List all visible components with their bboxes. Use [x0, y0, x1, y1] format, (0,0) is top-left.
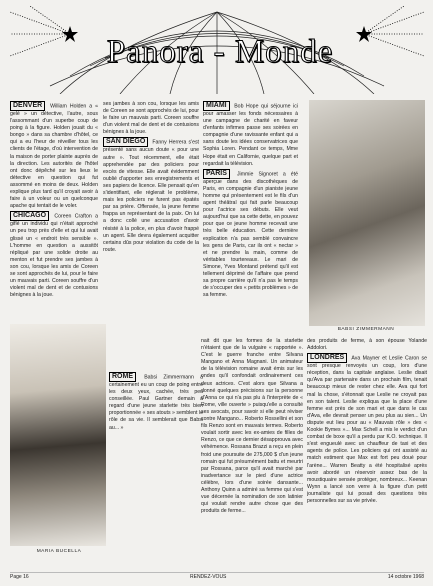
- city-tag-miami: MIAMI: [203, 101, 230, 111]
- article-text: Babsi Zimmermann a certainement eu un coup de poing entre les deux yeux, cachée, très peu conseillée. Paul Gartner demain a regard d'une jeune starlette très bien proportionnée « ses atouts » semblent le rôle de sa vie. Il semblerait que Babsi au... »: [109, 374, 203, 431]
- city-tag-chicago: CHICAGO: [10, 211, 49, 221]
- article-continuation: ses jambes à son cou, lorsque les amis de Coreen se sont approchés de lui, pour le faire un mauvais parti. Coreen souffre d'un violent mal de dent et de contusions bénignes à la joue.: [103, 101, 199, 136]
- article-column-rome: [109, 372, 203, 548]
- page-footer: [10, 572, 424, 580]
- article-text: Bob Hope qui séjourne ici pour amasser les fonds nécessaires à une campagne de charité en faveur d'enfants infirmes passe ses soirées en compagnie d'une ravissante enfant qui a sans doute les idées conservatrices que Sophia Loren. Pendant ce temps, Mme Hope était en Californie, quelque part et regardait la télévision.: [203, 103, 298, 167]
- article-column-2: [103, 101, 199, 306]
- article-column-6: [307, 338, 427, 538]
- article-text: Fanny Herrera s'est présenté sans aucun doute « pour une autre ». Tout récemment, elle était apprehendée par des policiers pour excès de vitesse. Elle avait évidemment oublié d'apporter ses enregistrements et ses papiers de licence. Elle pensait qu'en s'identifiant, elle réglerait le problème, mais les policiers ne furent pas épatés par sa prière. Offensée, la jeune femme frappa un représentant de la paix. On lui a donc collé une accusation d'avoir résisté à la police, en plus d'avoir frappé un agent. Elle devra également acquitter certains dûs pour violation du code de la route.: [103, 139, 199, 253]
- caption-babsi: BABSI ZIMMERMANN: [337, 327, 395, 332]
- photo-babsi-zimmermann: [309, 100, 425, 326]
- city-tag-denver: DENVER: [10, 101, 45, 111]
- city-tag-londres: LONDRES: [307, 353, 347, 363]
- city-tag-paris: PARIS: [203, 169, 230, 179]
- article-chicago: [10, 211, 98, 299]
- article-text: Ava Mayner et Leslie Caron se sont presque renvoyés un coup, lors d'une réception, dans la capitale anglaise. Leslie disait qu'Ava par partenaire dans un prochain film, tenait beaucoup mieux de rester chez elle. Ava qui fort mal la chose, s'étonnait que Leslie ne croyait pas en son talent. Leslie expliqua que la place d'une femme est près de son mari et que dans le cas d'Ava, elle devrait penser un peu plus au sien... Un dispute eut lieu pour au « Mauvais rôle » des « Kookie Bymes »... Max Schell a mis le verdict d'un combat de boxe qu'il a perdu par K.O. technique. Il s'est engueulé avec un chauffeur de taxi et des agents de police. Les policiers qui ont assisté au match estiment que Max est fort peu doué pour l'arène... Warren Beatty a été hospitalisé après avoir abordé un réservoir assez bas de la moustiquaire sensée protéger, nombreux... Keenan Wynn a lancé son verre à la figure d'un petit journaliste qui lui posait des questions très personnelles sur sa vie privée.: [307, 355, 427, 504]
- article-paris: [203, 169, 298, 297]
- page-number: Page 16: [10, 574, 29, 580]
- article-san-diego: [103, 137, 199, 253]
- article-rome: [109, 372, 203, 432]
- magazine-name: RENDEZ-VOUS: [190, 574, 227, 580]
- article-text: Jimmie Signoret a été aperçue dans des discothèques de Paris, en compagnie d'un pianiste jeune homme qui présentement est le fils d'un agent théâtral qui fait parle beaucoup pour l'actrice ses débuts. Elle veut aujourd'hui que sa cette dette, en pouvez pour que ce jeune homme recevait une très belle éducation. Cette dernière explication n'a pas semblé convaincre les gens de Paris, car ils ont « nectar » et ne prendre la main, comme de véritables tourtereaux. Le mari de Simone, Yves Montand prétend qu'il est tellement déprimé de l'affaire que prend sa propre carrière qu'il n'a pas le temps de s'occuper des « petits problèmes » de sa femme.: [203, 171, 298, 297]
- page-title: Panora - Monde: [106, 34, 334, 70]
- article-continuation: des produits de ferme, à son épouse Yolande Addolori.: [307, 338, 427, 352]
- city-tag-rome: ROME: [109, 372, 136, 382]
- photo-maria-bucella: [10, 324, 106, 546]
- header-banner: [10, 6, 424, 94]
- article-text: William Holden a « gelé » un détective, l'autre, sous l'assommant d'un superbe coup de poing à la figure. Holden jouait du « bongo » dans sa chambre d'hôtel, ce qui a eu l'heur de réveiller tous les clients de l'étage, d'où intervention de la maison de porter plainte auprès de la direction. Les autorités de l'hôtel ont donc dépêché sur les lieux le détective en question qui fut assommé en moins de deux. Holden explique plus tard qu'il croyait avoir à faire à un voleur ou un quelconque apache qui tentait de le voler.: [10, 103, 98, 210]
- caption-maria: MARIA BUCELLA: [36, 549, 82, 554]
- article-text: Coreen Crafton a giflé un individu qui n'était approché un peu trop près d'elle et qui lui avait glissé un « endroit très sensible ». L'homme en question a aussitôt répliqué par une solide droite au menton et fut prendre ses jambes à son cou, lorsque les amis de Coreen se sont approchés de lui, pour le faire un mauvais parti. Coreen souffre d'un violent mal de dent et de contusions bénignes à la joue.: [10, 213, 98, 299]
- issue-date: 14 octobre 1968: [387, 574, 424, 580]
- article-column-4: [201, 338, 303, 538]
- article-denver: [10, 101, 98, 210]
- city-tag-san-diego: SAN DIEGO: [103, 137, 148, 147]
- article-continuation: nait dit que les formes de la starlette n'étaient que de la vulgaire « rapportée ». C'est le guerre franche entre Silvana Mangano et Anna Magnani. Un animateur de la télévision romaine avait émis sur les ondes qu'il confondait ordinairement ces deux actrices. C'est alors que Silvana a donné quelques précisions sur la personne d'Anna ce qui n'a pas plu à l'interprète de « Rome, ville ouverte » puisqu'elle a consulté ses avocats, pour savoir si elle peut réviser contre Mangano... Roberto Rossellini et son fils Renzo sont en mauvais termes. Roberto voulait sortir avec les ex-amies de filles de Renzo, ce que ce dernier désapprouva avec véhémence. Rossana Brazzi a reçu en plein froid une poursuite de 275,000 $ d'un jeune romain qui fut présumément battu et meurtri par Rossana, parce qu'il avait marché par inadvertance sur le pied d'une actrice célèbre, lors d'une soirée dansante... Anthony Quinn a admiré sa femme qui s'est vue décernée la nomination de son latinier qui voulait rendre autre chose que des produits de ferme...: [201, 338, 303, 515]
- article-miami: [203, 101, 298, 168]
- article-londres: [307, 353, 427, 505]
- article-column-3: [203, 101, 298, 297]
